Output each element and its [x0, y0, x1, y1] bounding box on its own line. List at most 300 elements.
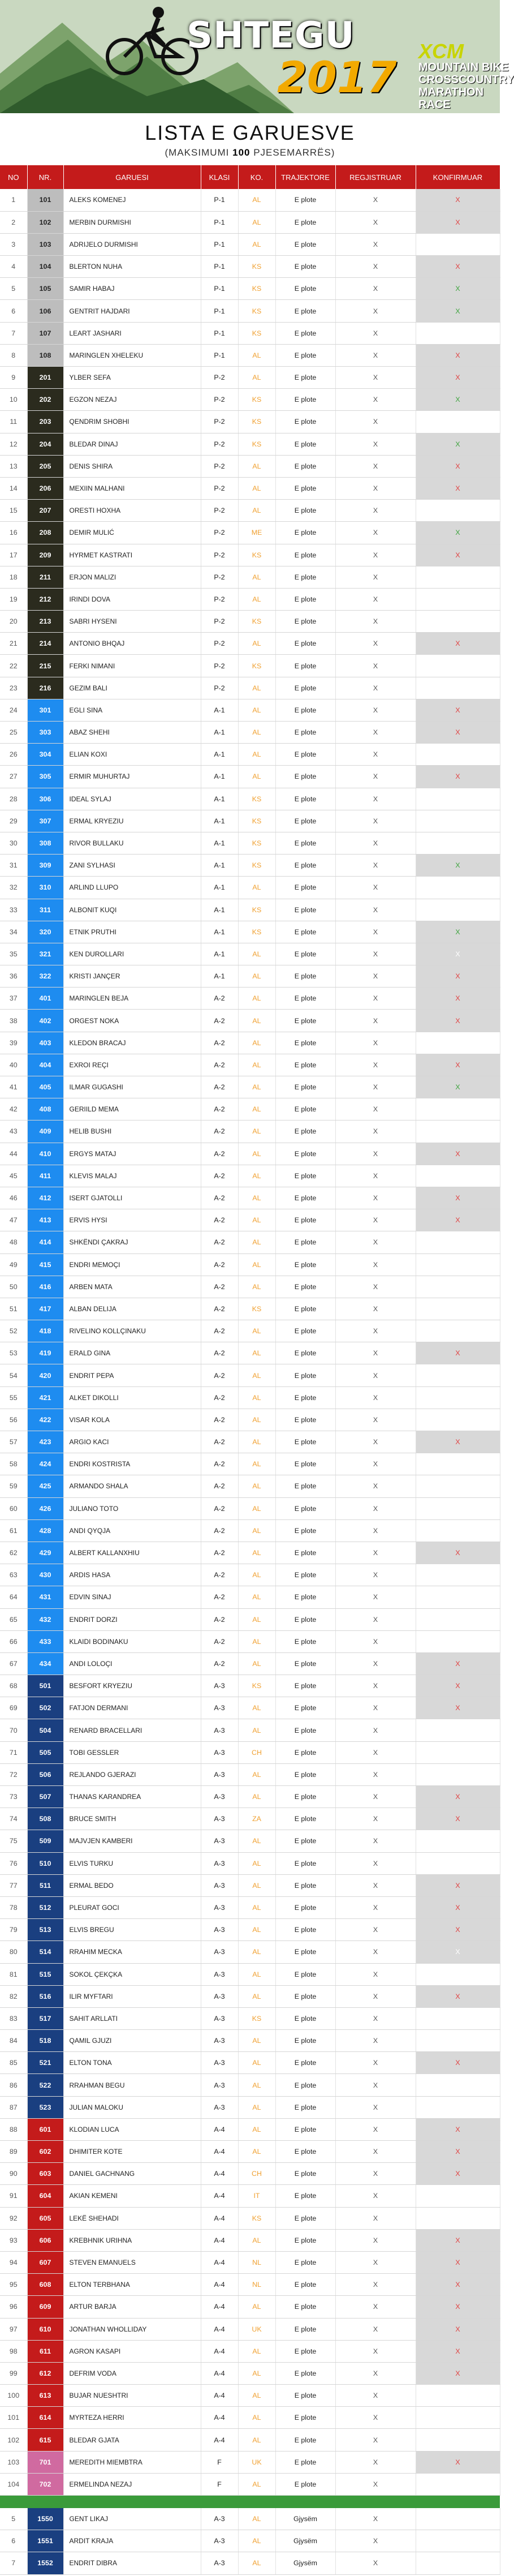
rider-confirmed: X	[416, 988, 500, 1010]
table-row[interactable]	[0, 1253, 500, 1276]
rider-no: 79	[0, 1919, 27, 1941]
rider-name: QENDRIM SHOBHI	[63, 411, 201, 433]
rider-no: 64	[0, 1586, 27, 1608]
rider-no: 40	[0, 1054, 27, 1076]
table-row[interactable]	[0, 988, 500, 1010]
rider-confirmed: X	[416, 1985, 500, 2007]
rider-trajectory: E plote	[275, 1919, 335, 1941]
table-row[interactable]	[0, 1386, 500, 1409]
rider-trajectory: Gjysëm	[275, 2530, 335, 2552]
rider-nr: 506	[27, 1763, 63, 1785]
rider-registered: X	[335, 1719, 416, 1741]
rider-class: A-2	[201, 1342, 238, 1364]
rider-nr: 306	[27, 788, 63, 810]
rider-confirmed: X	[416, 2118, 500, 2140]
rider-registered: X	[335, 1786, 416, 1808]
table-row[interactable]	[0, 1431, 500, 1453]
rider-trajectory: E plote	[275, 1630, 335, 1652]
rider-registered: X	[335, 1652, 416, 1675]
table-row[interactable]	[0, 899, 500, 921]
rider-no: 17	[0, 544, 27, 566]
table-row[interactable]	[0, 1896, 500, 1918]
rider-country: AL	[238, 1697, 275, 1719]
table-row[interactable]	[0, 1120, 500, 1143]
rider-no: 60	[0, 1497, 27, 1519]
table-row[interactable]	[0, 722, 500, 744]
rider-country: AL	[238, 1076, 275, 1098]
table-row[interactable]	[0, 655, 500, 677]
rider-country: AL	[238, 344, 275, 366]
rider-nr: 605	[27, 2207, 63, 2229]
rider-name: RENARD BRACELLARI	[63, 1719, 201, 1741]
table-row[interactable]	[0, 455, 500, 477]
table-row[interactable]	[0, 2451, 500, 2473]
rider-country: AL	[238, 877, 275, 899]
rider-name: SABRI HYSENI	[63, 611, 201, 633]
table-row[interactable]	[0, 2552, 500, 2574]
rider-trajectory: E plote	[275, 1741, 335, 1763]
rider-no: 50	[0, 1276, 27, 1298]
rider-name: SOKOL ÇEKÇKA	[63, 1963, 201, 1985]
rider-name: ERMAL KRYEZIU	[63, 810, 201, 832]
table-row[interactable]	[0, 1497, 500, 1519]
table-row[interactable]	[0, 699, 500, 721]
rider-class: P-2	[201, 389, 238, 411]
rider-nr: 518	[27, 2030, 63, 2052]
rider-name: RIVELINO KOLLÇINAKU	[63, 1320, 201, 1342]
rider-trajectory: E plote	[275, 1852, 335, 1874]
col-ko[interactable]: KO.	[238, 165, 275, 189]
rider-class: A-2	[201, 1054, 238, 1076]
table-row[interactable]	[0, 411, 500, 433]
rider-nr: 412	[27, 1187, 63, 1209]
rider-registered: X	[335, 2074, 416, 2096]
table-row[interactable]	[0, 2296, 500, 2318]
table-row[interactable]	[0, 1830, 500, 1852]
rider-trajectory: E plote	[275, 2340, 335, 2362]
table-row[interactable]	[0, 611, 500, 633]
rider-trajectory: E plote	[275, 1320, 335, 1342]
table-row[interactable]	[0, 2096, 500, 2118]
rider-nr: 410	[27, 1143, 63, 1165]
rider-confirmed: X	[416, 722, 500, 744]
rider-class: A-1	[201, 965, 238, 988]
rider-class: A-2	[201, 1409, 238, 1431]
rider-registered: X	[335, 2451, 416, 2473]
rider-no: 5	[0, 278, 27, 300]
table-row[interactable]	[0, 1963, 500, 1985]
rider-no: 10	[0, 389, 27, 411]
rider-class: A-2	[201, 1032, 238, 1054]
rider-class: A-2	[201, 1453, 238, 1475]
col-traj[interactable]: TRAJEKTORE	[275, 165, 335, 189]
rider-registered: X	[335, 278, 416, 300]
rider-country: AL	[238, 1143, 275, 1165]
table-row[interactable]	[0, 2207, 500, 2229]
table-row[interactable]	[0, 1564, 500, 1586]
rider-name: LEART JASHARI	[63, 322, 201, 344]
rider-trajectory: E plote	[275, 1830, 335, 1852]
rider-confirmed	[416, 1564, 500, 1586]
rider-name: QAMIL GJUZI	[63, 2030, 201, 2052]
table-row[interactable]	[0, 566, 500, 588]
table-row[interactable]	[0, 2118, 500, 2140]
rider-trajectory: E plote	[275, 1143, 335, 1165]
table-row[interactable]	[0, 500, 500, 522]
rider-trajectory: E plote	[275, 522, 335, 544]
rider-no: 61	[0, 1519, 27, 1542]
rider-country: AL	[238, 722, 275, 744]
table-row[interactable]	[0, 1586, 500, 1608]
table-row[interactable]	[0, 1630, 500, 1652]
rider-country: AL	[238, 367, 275, 389]
table-row[interactable]	[0, 544, 500, 566]
rider-no: 45	[0, 1165, 27, 1187]
table-row[interactable]	[0, 367, 500, 389]
table-row[interactable]	[0, 2030, 500, 2052]
table-row[interactable]	[0, 2362, 500, 2384]
page-title: LISTA E GARUESVE	[145, 121, 355, 144]
rider-nr: 516	[27, 1985, 63, 2007]
rider-trajectory: E plote	[275, 877, 335, 899]
rider-no: 48	[0, 1231, 27, 1253]
rider-no: 33	[0, 899, 27, 921]
rider-name: ARDIT KRAJA	[63, 2530, 201, 2552]
table-row[interactable]	[0, 1608, 500, 1630]
table-row[interactable]	[0, 522, 500, 544]
col-name[interactable]: GARUESI	[63, 165, 201, 189]
rider-confirmed: X	[416, 544, 500, 566]
rider-name: ARGIO KACI	[63, 1431, 201, 1453]
rider-trajectory: E plote	[275, 1763, 335, 1785]
rider-trajectory: E plote	[275, 278, 335, 300]
table-row[interactable]	[0, 1985, 500, 2007]
rider-registered: X	[335, 1741, 416, 1763]
rider-country: AL	[238, 965, 275, 988]
rider-class: A-2	[201, 1475, 238, 1497]
table-row[interactable]	[0, 2141, 500, 2163]
rider-no: 75	[0, 1830, 27, 1852]
rider-trajectory: E plote	[275, 1896, 335, 1918]
rider-trajectory: E plote	[275, 2385, 335, 2407]
rider-country: KS	[238, 2007, 275, 2029]
rider-nr: 517	[27, 2007, 63, 2029]
rider-trajectory: E plote	[275, 744, 335, 766]
rider-trajectory: E plote	[275, 1342, 335, 1364]
rider-nr: 105	[27, 278, 63, 300]
rider-nr: 204	[27, 433, 63, 455]
table-row[interactable]	[0, 2229, 500, 2251]
rider-trajectory: E plote	[275, 1453, 335, 1475]
rider-trajectory: E plote	[275, 2473, 335, 2495]
rider-no: 71	[0, 1741, 27, 1763]
table-row[interactable]	[0, 2508, 500, 2530]
col-klasi[interactable]: KLASI	[201, 165, 238, 189]
table-row[interactable]	[0, 1409, 500, 1431]
rider-name: STEVEN EMANUELS	[63, 2251, 201, 2273]
rider-confirmed: X	[416, 965, 500, 988]
table-row[interactable]	[0, 1919, 500, 1941]
table-row[interactable]	[0, 189, 500, 211]
rider-no: 103	[0, 2451, 27, 2473]
rider-nr: 420	[27, 1364, 63, 1386]
rider-country: AL	[238, 1564, 275, 1586]
col-nr[interactable]: NR.	[27, 165, 63, 189]
rider-trajectory: E plote	[275, 1431, 335, 1453]
table-row[interactable]	[0, 1054, 500, 1076]
table-row[interactable]	[0, 2407, 500, 2429]
rider-trajectory: E plote	[275, 1276, 335, 1298]
table-row[interactable]	[0, 1874, 500, 1896]
rider-no: 74	[0, 1808, 27, 1830]
rider-class: A-2	[201, 1630, 238, 1652]
rider-country: KS	[238, 810, 275, 832]
table-row[interactable]	[0, 322, 500, 344]
rider-name: ALBONIT KUQI	[63, 899, 201, 921]
table-row[interactable]	[0, 1763, 500, 1785]
rider-confirmed	[416, 1453, 500, 1475]
rider-no: 83	[0, 2007, 27, 2029]
rider-name: GENT LIKAJ	[63, 2508, 201, 2530]
rider-class: P-2	[201, 433, 238, 455]
rider-trajectory: E plote	[275, 322, 335, 344]
table-row[interactable]	[0, 1475, 500, 1497]
table-row[interactable]	[0, 2340, 500, 2362]
rider-no: 43	[0, 1120, 27, 1143]
rider-registered: X	[335, 588, 416, 610]
rider-class: A-2	[201, 1386, 238, 1409]
table-row[interactable]	[0, 300, 500, 322]
table-row[interactable]	[0, 1342, 500, 1364]
table-row[interactable]	[0, 1675, 500, 1697]
rider-class: A-2	[201, 1364, 238, 1386]
rider-confirmed	[416, 411, 500, 433]
table-row[interactable]	[0, 1143, 500, 1165]
table-row[interactable]	[0, 943, 500, 965]
table-row[interactable]	[0, 965, 500, 988]
rider-nr: 509	[27, 1830, 63, 1852]
table-row[interactable]	[0, 477, 500, 499]
table-row[interactable]	[0, 2385, 500, 2407]
rider-name: KLEVIS MALAJ	[63, 1165, 201, 1187]
rider-confirmed	[416, 1608, 500, 1630]
rider-nr: 310	[27, 877, 63, 899]
table-row[interactable]	[0, 2251, 500, 2273]
rider-confirmed: X	[416, 921, 500, 943]
rider-no: 58	[0, 1453, 27, 1475]
rider-confirmed: X	[416, 2141, 500, 2163]
rider-registered: X	[335, 2552, 416, 2574]
rider-class: A-3	[201, 1786, 238, 1808]
rider-confirmed: X	[416, 278, 500, 300]
rider-name: ERMELINDA NEZAJ	[63, 2473, 201, 2495]
table-row[interactable]	[0, 2163, 500, 2185]
table-row[interactable]	[0, 677, 500, 699]
rider-class: A-4	[201, 2429, 238, 2451]
rider-nr: 423	[27, 1431, 63, 1453]
rider-class: A-3	[201, 2074, 238, 2096]
rider-nr: 426	[27, 1497, 63, 1519]
rider-class: A-1	[201, 943, 238, 965]
col-reg[interactable]: REGJISTRUAR	[335, 165, 416, 189]
rider-class: P-1	[201, 233, 238, 255]
rider-confirmed	[416, 1519, 500, 1542]
table-row[interactable]	[0, 233, 500, 255]
rider-country: AL	[238, 2385, 275, 2407]
rider-confirmed: X	[416, 2163, 500, 2185]
rider-no: 31	[0, 855, 27, 877]
table-row[interactable]	[0, 389, 500, 411]
table-row[interactable]	[0, 1320, 500, 1342]
table-row[interactable]	[0, 1010, 500, 1032]
table-row[interactable]	[0, 2429, 500, 2451]
rider-nr: 434	[27, 1652, 63, 1675]
table-row[interactable]	[0, 2530, 500, 2552]
table-row[interactable]	[0, 744, 500, 766]
rider-name: GEZIM BALI	[63, 677, 201, 699]
rider-nr: 322	[27, 965, 63, 988]
rider-confirmed	[416, 810, 500, 832]
table-row[interactable]	[0, 1453, 500, 1475]
table-row[interactable]	[0, 211, 500, 233]
table-row[interactable]	[0, 2473, 500, 2495]
table-row[interactable]	[0, 1187, 500, 1209]
rider-trajectory: E plote	[275, 455, 335, 477]
rider-registered: X	[335, 256, 416, 278]
table-row[interactable]	[0, 1076, 500, 1098]
table-row[interactable]	[0, 2185, 500, 2207]
table-row[interactable]	[0, 877, 500, 899]
table-row[interactable]	[0, 2318, 500, 2340]
table-row[interactable]	[0, 788, 500, 810]
table-row[interactable]	[0, 1276, 500, 1298]
table-row[interactable]	[0, 1852, 500, 1874]
table-row[interactable]	[0, 855, 500, 877]
table-row[interactable]	[0, 1519, 500, 1542]
rider-confirmed: X	[416, 2296, 500, 2318]
table-row[interactable]	[0, 256, 500, 278]
rider-name: JONATHAN WHOLLIDAY	[63, 2318, 201, 2340]
rider-class: P-1	[201, 344, 238, 366]
rider-registered: X	[335, 1453, 416, 1475]
rider-class: A-4	[201, 2229, 238, 2251]
rider-trajectory: E plote	[275, 1120, 335, 1143]
col-no[interactable]: NO	[0, 165, 27, 189]
table-row[interactable]	[0, 433, 500, 455]
rider-nr: 101	[27, 189, 63, 211]
rider-trajectory: E plote	[275, 1054, 335, 1076]
rider-confirmed	[416, 677, 500, 699]
table-row[interactable]	[0, 1032, 500, 1054]
rider-trajectory: E plote	[275, 588, 335, 610]
table-row[interactable]	[0, 2274, 500, 2296]
rider-no: 22	[0, 655, 27, 677]
table-row[interactable]	[0, 1719, 500, 1741]
rider-trajectory: E plote	[275, 2141, 335, 2163]
section-separator	[0, 2496, 500, 2508]
table-row[interactable]	[0, 810, 500, 832]
rider-name: ARMANDO SHALA	[63, 1475, 201, 1497]
rider-class: P-2	[201, 633, 238, 655]
table-row[interactable]	[0, 1786, 500, 1808]
rider-confirmed	[416, 1032, 500, 1054]
table-row[interactable]	[0, 1697, 500, 1719]
rider-confirmed: X	[416, 2274, 500, 2296]
rider-country: AL	[238, 1830, 275, 1852]
table-row[interactable]	[0, 1941, 500, 1963]
table-row[interactable]	[0, 1098, 500, 1120]
rider-registered: X	[335, 1120, 416, 1143]
rider-class: F	[201, 2473, 238, 2495]
table-row[interactable]	[0, 1542, 500, 1564]
rider-registered: X	[335, 1919, 416, 1941]
rider-country: AL	[238, 2030, 275, 2052]
rider-no: 95	[0, 2274, 27, 2296]
rider-name: ANTONIO BHQAJ	[63, 633, 201, 655]
table-row[interactable]	[0, 766, 500, 788]
rider-class: P-2	[201, 566, 238, 588]
rider-nr: 309	[27, 855, 63, 877]
rider-confirmed: X	[416, 855, 500, 877]
rider-trajectory: E plote	[275, 477, 335, 499]
rider-class: A-1	[201, 832, 238, 854]
table-row[interactable]	[0, 1364, 500, 1386]
table-row[interactable]	[0, 832, 500, 854]
table-row[interactable]	[0, 588, 500, 610]
rider-nr: 1551	[27, 2530, 63, 2552]
table-row[interactable]	[0, 1209, 500, 1231]
table-row[interactable]	[0, 344, 500, 366]
rider-trajectory: E plote	[275, 2407, 335, 2429]
table-row[interactable]	[0, 2074, 500, 2096]
rider-class: A-2	[201, 1187, 238, 1209]
table-row[interactable]	[0, 278, 500, 300]
table-row[interactable]	[0, 2007, 500, 2029]
event-title: SHTEGU	[187, 15, 355, 57]
rider-name: ORGEST NOKA	[63, 1010, 201, 1032]
rider-country: AL	[238, 2074, 275, 2096]
rider-trajectory: E plote	[275, 433, 335, 455]
rider-registered: X	[335, 322, 416, 344]
table-row[interactable]	[0, 633, 500, 655]
rider-confirmed	[416, 2552, 500, 2574]
rider-country: AL	[238, 1098, 275, 1120]
rider-country: AL	[238, 1386, 275, 1409]
table-row[interactable]	[0, 1808, 500, 1830]
table-row[interactable]	[0, 2052, 500, 2074]
rider-country: AL	[238, 1231, 275, 1253]
table-row[interactable]	[0, 1741, 500, 1763]
table-row[interactable]	[0, 1231, 500, 1253]
rider-name: DENIS SHIRA	[63, 455, 201, 477]
rider-class: A-2	[201, 1586, 238, 1608]
col-konf[interactable]: KONFIRMUAR	[416, 165, 500, 189]
rider-registered: X	[335, 2362, 416, 2384]
rider-country: AL	[238, 1852, 275, 1874]
rider-country: NL	[238, 2274, 275, 2296]
table-row[interactable]	[0, 1165, 500, 1187]
rider-name: ERJON MALIZI	[63, 566, 201, 588]
rider-class: A-2	[201, 988, 238, 1010]
rider-confirmed	[416, 611, 500, 633]
rider-registered: X	[335, 855, 416, 877]
table-row[interactable]	[0, 921, 500, 943]
rider-trajectory: E plote	[275, 2274, 335, 2296]
table-row[interactable]	[0, 1298, 500, 1320]
rider-trajectory: E plote	[275, 189, 335, 211]
table-row[interactable]	[0, 1652, 500, 1675]
rider-confirmed: X	[416, 2229, 500, 2251]
